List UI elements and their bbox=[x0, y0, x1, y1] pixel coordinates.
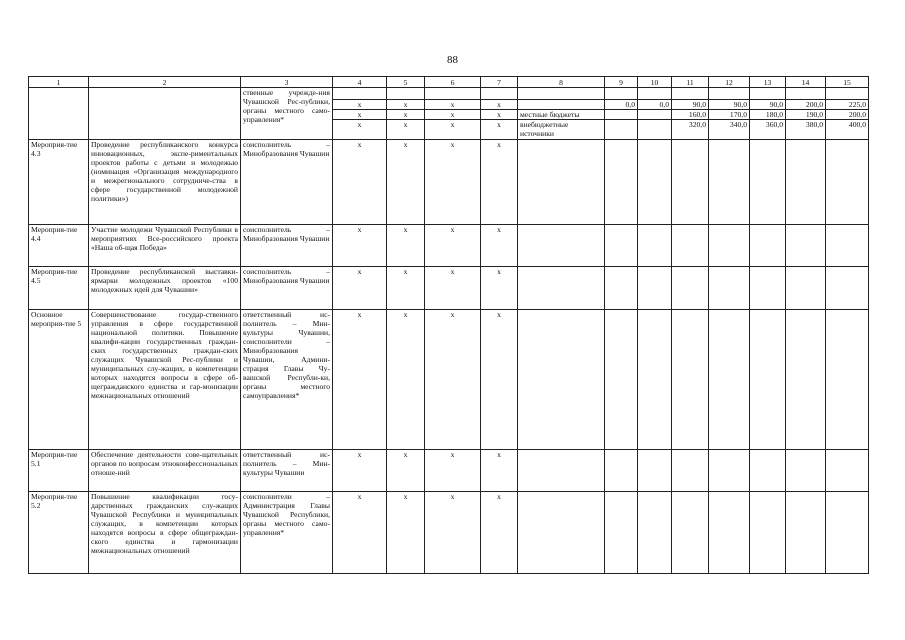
col-header: 11 bbox=[672, 77, 709, 88]
column-number-row bbox=[29, 77, 869, 88]
table-row: Мероприя-тие 4.3 Проведение республиканского конкурса инновационных, экспе-риментальных проектов работы с детьми и молодежью (номинация «Организация международного и межрегионального сотрудниче-ства в сфере государственной молодежной политики») соисполнитель – Минобразования Чувашии x x x x bbox=[29, 140, 869, 225]
table-row: Основное мероприя-тие 5 Совершенствование государ-ственного управления в сфере государственной национальной политики. Повышение квалифи-кации государственных граждан-ских государственных граждан-ских служащих Чувашской Рес-публики и муниципальных слу-жащих, в компетенции которых находятся вопросы в сфере об-щегражданского единства и гар-монизации межнациональных отношений ответственный ис-полнитель – Мин-культуры Чувашии, соисполнители – Минобразования Чувашии, Админи-страция Главы Чу-вашской Республи-ки, органы местного самоуправления* x x x x bbox=[29, 310, 869, 450]
activity-code: Мероприя-тие 5.1 bbox=[29, 450, 89, 492]
activity-responsible: ответственный ис-полнитель – Мин-культуры Чувашии bbox=[241, 450, 333, 492]
col-header: 3 bbox=[241, 77, 333, 88]
col-header: 15 bbox=[826, 77, 869, 88]
col-header: 10 bbox=[638, 77, 672, 88]
col-header: 6 bbox=[425, 77, 481, 88]
activity-description: Участие молодежи Чувашской Республики в мероприятиях Все-российского проекта «Наша об-щая Победа» bbox=[89, 225, 241, 267]
table-row: Мероприя-тие 5.2 Повышение квалификации госу-дарственных гражданских слу-жащих Чувашской Республики и муниципальных служащих, в компетенции которых находятся вопросы в сфере общеграждан-ского единства и гармонизации межнациональных отношений соисполнители – Администрация Главы Чувашской Республики, органы местного само-управления* x x x x bbox=[29, 492, 869, 574]
col-header: 5 bbox=[387, 77, 425, 88]
table-row: Мероприя-тие 4.4 Участие молодежи Чувашской Республики в мероприятиях Все-российского проекта «Наша об-щая Победа» соисполнитель – Минобразования Чувашии x x x x bbox=[29, 225, 869, 267]
col-header: 8 bbox=[518, 77, 605, 88]
activity-description: Проведение республиканской выставки-ярмарки молодежных проектов «100 молодежных идей для Чувашии» bbox=[89, 267, 241, 310]
budget-table bbox=[28, 76, 869, 574]
col-header: 14 bbox=[786, 77, 826, 88]
activity-code: Мероприя-тие 5.2 bbox=[29, 492, 89, 574]
activity-responsible: ответственный ис-полнитель – Мин-культуры Чувашии, соисполнители – Минобразования Чувашии, Админи-страция Главы Чу-вашской Республи-ки, органы местного самоуправления* bbox=[241, 310, 333, 450]
table-row: Мероприя-тие 5.1 Обеспечение деятельности сове-щательных органов по вопросам этноконфессиональных отноше-ний ответственный ис-полнитель – Мин-культуры Чувашии x x x x bbox=[29, 450, 869, 492]
funding-row: x x x x местные бюджеты 160,0 170,0 180,0 190,0 200,0 bbox=[29, 110, 869, 120]
table-row: Мероприя-тие 4.5 Проведение республиканской выставки-ярмарки молодежных проектов «100 молодежных идей для Чувашии» соисполнитель – Минобразования Чувашии x x x x bbox=[29, 267, 869, 310]
funding-row: x x x x 0,0 0,0 90,0 90,0 90,0 200,0 225,0 bbox=[29, 100, 869, 110]
funding-row: x x x x внебюджетные источники 320,0 340,0 360,0 380,0 400,0 bbox=[29, 120, 869, 140]
activity-code: Мероприя-тие 4.3 bbox=[29, 140, 89, 225]
col-header: 13 bbox=[750, 77, 786, 88]
col-header: 7 bbox=[481, 77, 518, 88]
activity-responsible: соисполнитель – Минобразования Чувашии bbox=[241, 267, 333, 310]
activity-description: Обеспечение деятельности сове-щательных органов по вопросам этноконфессиональных отноше-ний bbox=[89, 450, 241, 492]
activity-responsible: соисполнители – Администрация Главы Чувашской Республики, органы местного само-управления* bbox=[241, 492, 333, 574]
activity-code: Мероприя-тие 4.4 bbox=[29, 225, 89, 267]
activity-description: Совершенствование государ-ственного управления в сфере государственной национальной политики. Повышение квалифи-кации государственных граждан-ских государственных граждан-ских служащих Чувашской Рес-публики и муниципальных слу-жащих, в компетенции которых находятся вопросы в сфере об-щегражданского единства и гар-монизации межнациональных отношений bbox=[89, 310, 241, 450]
activity-responsible: соисполнитель – Минобразования Чувашии bbox=[241, 225, 333, 267]
activity-description: Проведение республиканского конкурса инновационных, экспе-риментальных проектов работы с детьми и молодежью (номинация «Организация международного и межрегионального сотрудниче-ства в сфере государственной молодежной политики») bbox=[89, 140, 241, 225]
cell-c2 bbox=[89, 88, 241, 140]
cell-c1 bbox=[29, 88, 89, 140]
col-header: 12 bbox=[709, 77, 750, 88]
activity-code: Основное мероприя-тие 5 bbox=[29, 310, 89, 450]
col-header: 1 bbox=[29, 77, 89, 88]
col-header: 9 bbox=[605, 77, 638, 88]
responsible-cont: ственные учрежде-ния Чувашской Рес-публики, органы местного само-управления* bbox=[241, 88, 333, 140]
activity-description: Повышение квалификации госу-дарственных гражданских слу-жащих Чувашской Республики и муниципальных служащих, в компетенции которых находятся вопросы в сфере общеграждан-ского единства и гармонизации межнациональных отношений bbox=[89, 492, 241, 574]
col-header: 2 bbox=[89, 77, 241, 88]
continuation-row bbox=[29, 88, 869, 100]
activity-code: Мероприя-тие 4.5 bbox=[29, 267, 89, 310]
col-header: 4 bbox=[333, 77, 387, 88]
activity-responsible: соисполнитель – Минобразования Чувашии bbox=[241, 140, 333, 225]
page-number: 88 bbox=[447, 54, 458, 66]
